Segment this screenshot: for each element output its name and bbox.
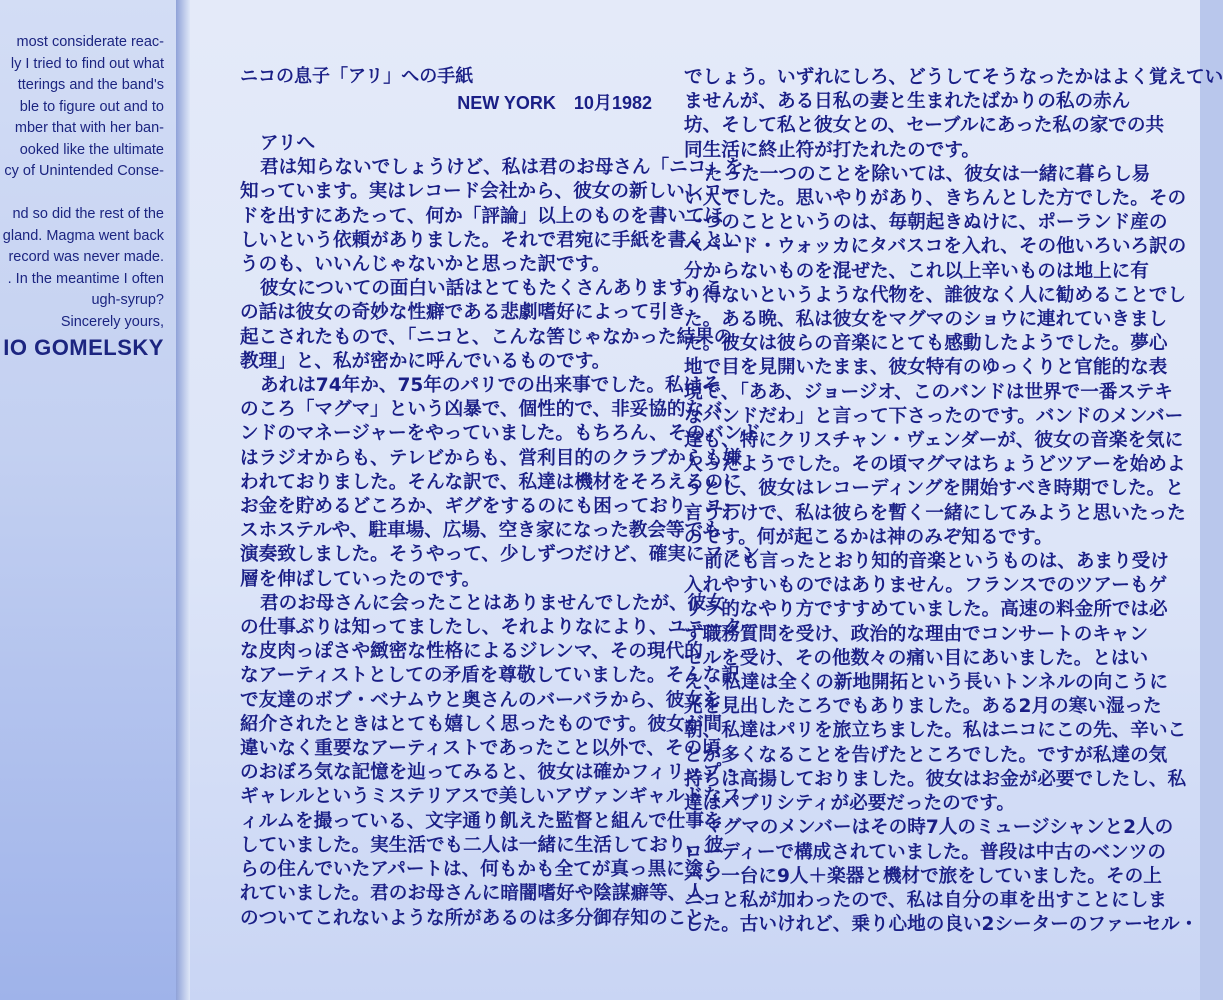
text-line: あれは74年か、75年のパリでの出来事でした。私はそ (260, 375, 721, 397)
text-line: はラジオからも、テレビからも、営利目的のクラブからも嫌 (240, 447, 742, 469)
text-line: ませんが、ある日私の妻と生まれたばかりの私の赤ん (684, 91, 1131, 113)
paragraph (684, 163, 1187, 550)
text-line: り得ないというような代物を、誰彼なく人に勧めることでし (684, 284, 1187, 306)
english-text-line: nd so did the rest of the (12, 206, 164, 222)
letter-column-2 (684, 66, 1223, 937)
paragraph (240, 156, 744, 277)
english-text-line: mber that with her ban- (14, 120, 164, 136)
text-line: 入れやすいものではありません。フランスでのツアーもゲ (684, 575, 1168, 597)
text-line: 光を見出したころでもありました。ある2月の寒い湿った (684, 696, 1162, 718)
english-text-line: ooked like the ultimate (19, 141, 164, 158)
paragraph (684, 816, 1199, 937)
greeting: アリへ (260, 133, 316, 154)
text-line: 達も、特にクリスチャン・ヴェンダーが、彼女の音楽を気に (684, 430, 1184, 452)
english-text-line: tterings and the band's (17, 77, 164, 93)
text-line: うのも、いいんじゃないかと思った訳です。 (240, 254, 611, 276)
text-line: 起こされたもので、「ニコと、こんな筈じゃなかった結果の (240, 326, 733, 348)
text-line: 教理」と、私が密かに呼んでいるものです。 (240, 350, 611, 372)
text-line: 知っています。実はレコード会社から、彼女の新しいレコー (240, 181, 741, 203)
text-line: ンドのマネージャーをやっていました。もちろん、そのバンド (240, 423, 761, 445)
english-text-line: gland. Magma went back (2, 227, 164, 244)
text-line: お金を貯めるどころか、ギグをするのにも困っており、ユー (240, 496, 743, 518)
signature: IO GOMELSKY (3, 335, 164, 360)
text-line: なバンドだわ」と言って下さったのです。バンドのメンバー (684, 405, 1184, 427)
text-line: ィルムを撮っている、文字通り飢えた監督と組んで仕事を (240, 810, 723, 832)
booklet-gutter (176, 0, 190, 1000)
paragraph (684, 66, 1223, 163)
paragraph (684, 550, 1187, 816)
text-line: リラ的なやり方ですすめていました。高速の料金所では必 (684, 599, 1168, 621)
place-date: NEW YORK 10月1982 (457, 93, 652, 113)
blank-line (0, 183, 164, 205)
text-line: のころ「マグマ」という凶暴で、個性的で、非妥協的なバ (240, 399, 723, 421)
text-line: 現で、「ああ、ジョージオ、このバンドは世界で一番ステキ (684, 381, 1173, 403)
text-line: 前にも言ったとおり知的音楽というものは、あまり受け (704, 551, 1169, 573)
letter-title: ニコの息子「アリ」への手紙 (240, 66, 474, 87)
column-2-body (684, 66, 1223, 937)
paragraph (240, 374, 761, 592)
text-line: たった一つのことを除いては、彼女は一緒に暮らし易 (704, 163, 1151, 185)
text-line: 入ったようでした。その頃マグマはちょうどツアーを始めよ (684, 454, 1186, 476)
text-line: マグマのメンバーはその時7人のミュージシャンと2人の (704, 817, 1174, 839)
text-line: ローディーで構成されていました。普段は中古のベンツの (684, 841, 1166, 863)
text-line: しいという依頼がありました。それで君宛に手紙を書くとい (240, 229, 743, 251)
text-line: 達はパブリシティが必要だったのです。 (684, 793, 1015, 815)
text-line: 層を伸ばしていったのです。 (240, 568, 481, 590)
text-line: 同生活に終止符が打たれたのです。 (684, 139, 981, 161)
english-text-line: ly I tried to find out what (10, 55, 164, 72)
text-line: でしょう。いずれにしろ、どうしてそうなったかはよく覚えてい (684, 67, 1223, 88)
english-text-line: most considerate reac- (16, 34, 164, 50)
text-line: 君は知らないでしょうけど、私は君のお母さん「ニコ」を (260, 157, 744, 179)
text-line: のおぼろ気な記憶を辿ってみると、彼女は確かフィリップ・ (240, 762, 740, 784)
english-text-line: . In the meantime I often (7, 270, 164, 287)
text-line: 違いなく重要なアーティストであったこと以外で、その頃 (240, 738, 721, 760)
english-text-line: record was never made. (8, 249, 164, 265)
text-line: うとし、彼女はレコーディングを開始すべき時期でした。と (684, 478, 1184, 500)
left-page (0, 0, 176, 1000)
text-line: バン一台に9人＋楽器と機材で旅をしていました。その上 (684, 865, 1162, 887)
text-line: 分からないものを混ぜた、これ以上辛いものは地上に有 (684, 260, 1149, 282)
text-line: 坊、そして私と彼女との、セーブルにあった私の家での共 (684, 115, 1165, 137)
text-line: ペパード・ウォッカにタバスコを入れ、その他いろいろ訳の (684, 236, 1187, 258)
text-line: の話は彼女の奇妙な性癖である悲劇嗜好によって引き (240, 302, 687, 324)
text-line: い人でした。思いやりがあり、きちんとした方でした。その (684, 188, 1187, 210)
text-line: た。ある晩、私は彼女をマグマのショウに連れていきまし (684, 309, 1168, 331)
english-text-line: ugh-syrup? (91, 292, 164, 308)
text-line: で友達のボブ・ベナムウと奥さんのバーバラから、彼女を (240, 689, 722, 711)
column-1-body (240, 156, 761, 931)
text-line: らの住んでいたアパートは、何もかも全てが真っ黒に塗ら (240, 859, 722, 881)
text-line: 君のお母さんに会ったことはありませんでしたが、彼女 (260, 592, 725, 614)
text-line: 朝、私達はパリを旅立ちました。私はニコにこの先、辛いこ (684, 720, 1187, 742)
paragraph (240, 592, 743, 931)
text-line: 彼女についての面白い話はとてもたくさんあります。こ (260, 278, 723, 300)
text-line: していました。実生活でも二人は一緒に生活しており、彼 (240, 834, 724, 856)
text-line: ニコと私が加わったので、私は自分の車を出すことにしま (684, 889, 1167, 911)
text-line: た。彼女は彼らの音楽にとても感動したようでした。夢心 (684, 333, 1168, 355)
text-line: 紹介されたときはとても嬉しく思ったものです。彼女が間 (240, 713, 722, 735)
right-page (190, 0, 1223, 1000)
text-line: ギャレルというミステリアスで美しいアヴァンギャルドなフ (240, 786, 741, 808)
paragraph (240, 277, 733, 374)
english-text-line: ble to figure out and to (19, 98, 164, 115)
text-line: 言うわけで、私は彼らを暫く一緒にしてみようと思いたった (684, 502, 1186, 524)
text-line: セルを受け、その他数々の痛い目にあいました。とはい (684, 647, 1149, 669)
english-letter-ending (0, 32, 164, 363)
closing-line: Sincerely yours, (60, 313, 164, 330)
text-line: のついてこれないような所があるのは多分御存知のこと (240, 907, 705, 929)
text-line: スホステルや、駐車場、広場、空き家になった教会等でも (240, 520, 722, 542)
text-line: われておりました。そんな訳で、私達は機材をそろえるのに (240, 471, 742, 493)
text-line: れていました。君のお母さんに暗闇嗜好や陰謀癖等、人 (240, 883, 705, 905)
text-line: え、私達は全くの新地開拓という長いトンネルの向こうに (684, 672, 1168, 694)
text-line: ドを出すにあたって、何か「評論」以上のものを書いてほ (240, 205, 724, 227)
text-line: 持ちは高揚しておりました。彼女はお金が必要でしたし、私 (684, 768, 1187, 790)
text-line: なアーティストとしての矛盾を尊敬していました。そんな訳 (240, 665, 740, 687)
text-line: ず職務質問を受け、政治的な理由でコンサートのキャン (684, 623, 1149, 645)
text-line: 演奏致しました。そうやって、少しずつだけど、確実にファン (240, 544, 760, 566)
text-line: 一つのことというのは、毎朝起きぬけに、ポーランド産の (684, 212, 1168, 234)
text-line: した。古いけれど、乗り心地の良い2シーターのファーセル・ (684, 914, 1199, 936)
text-line: の仕事ぶりは知ってましたし、それよりなにより、ユニーク (240, 617, 743, 639)
english-text-line: cy of Unintended Conse- (4, 163, 164, 179)
text-line: 地で目を見開いたまま、彼女特有のゆっくりと官能的な表 (684, 357, 1168, 379)
text-line: な皮肉っぽさや緻密な性格によるジレンマ、その現代的 (240, 641, 703, 663)
text-line: のです。何が起こるかは神のみぞ知るです。 (684, 526, 1053, 548)
text-line: とが多くなることを告げたところでした。ですが私達の気 (684, 744, 1168, 766)
letter-column-1 (240, 64, 761, 931)
